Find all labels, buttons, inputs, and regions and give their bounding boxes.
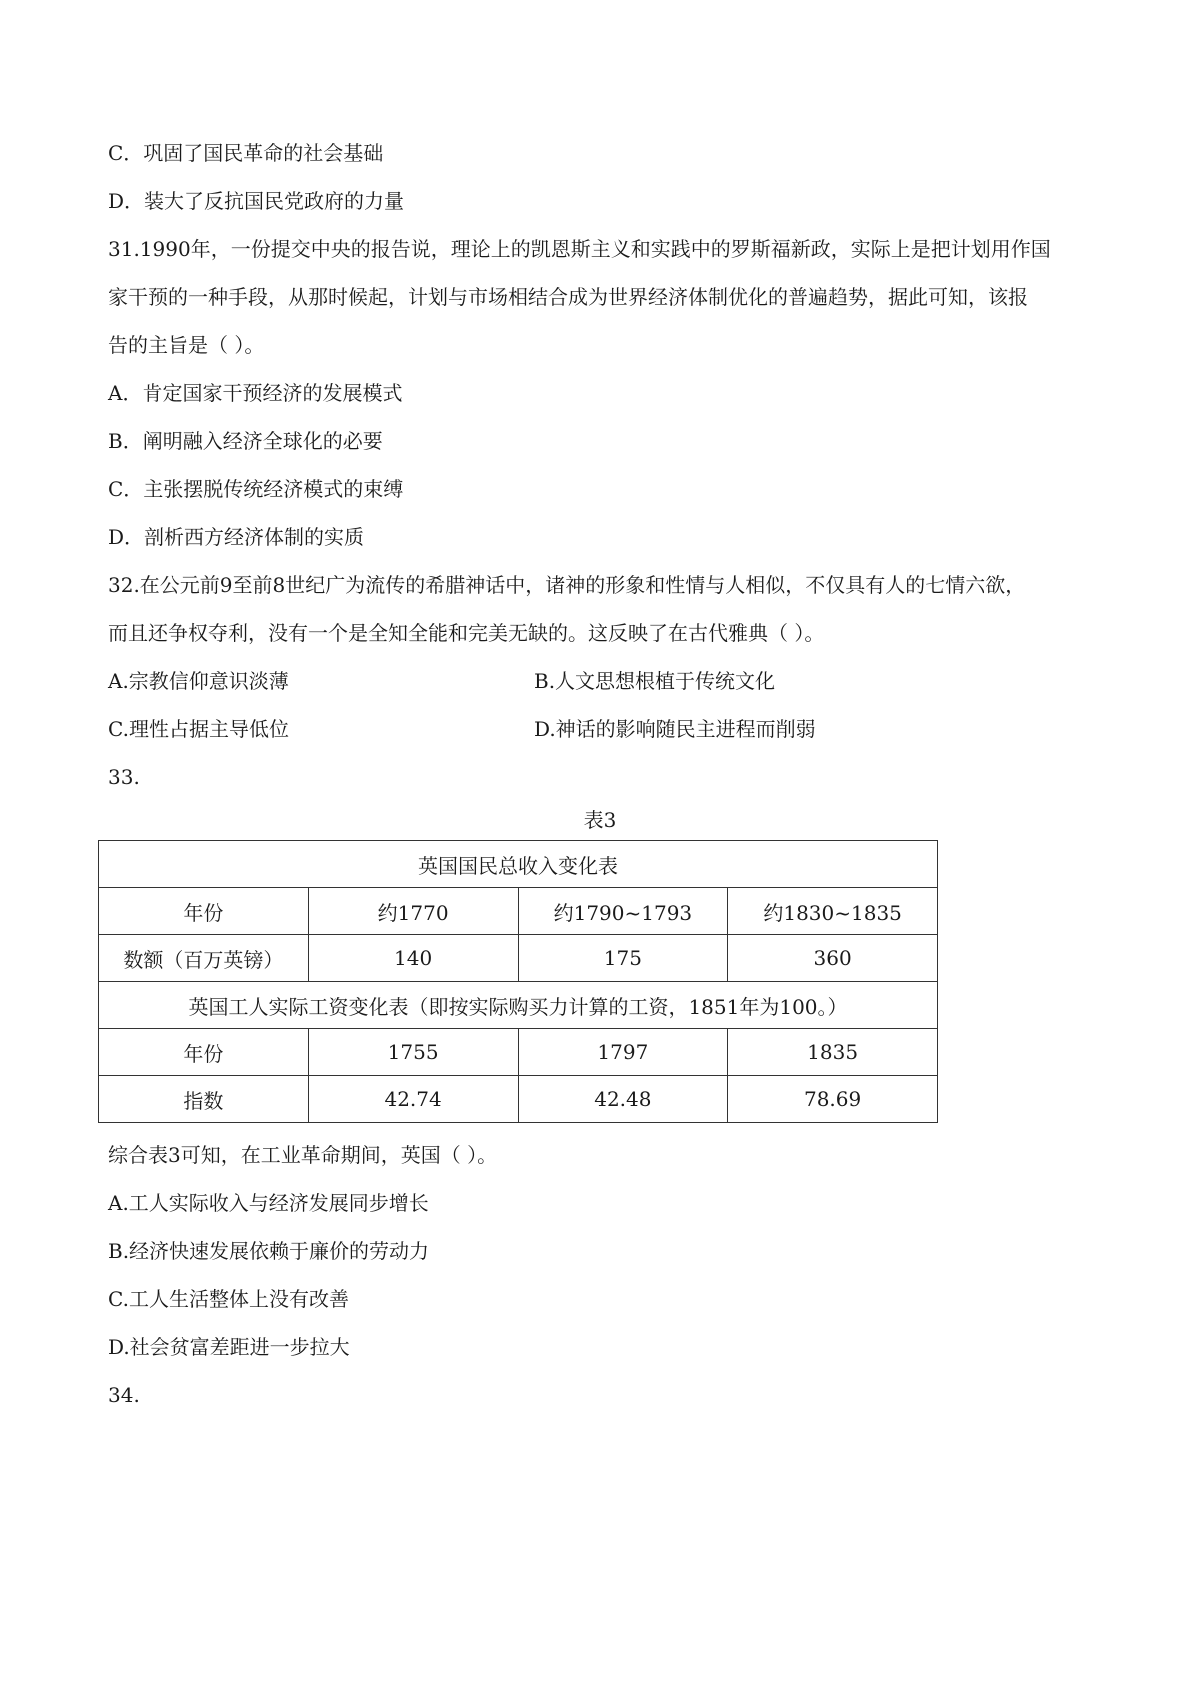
q34-number: 34. — [108, 1383, 140, 1407]
table-cell: 约1830~1835 — [728, 888, 938, 935]
q32-option-c: C.理性占据主导低位 — [108, 717, 289, 741]
table-row — [99, 888, 938, 935]
table-caption: 表3 — [583, 808, 617, 832]
q33-option-d: D.社会贫富差距进一步拉大 — [108, 1335, 350, 1359]
table-cell: 约1770 — [308, 888, 518, 935]
q30-option-c: C．巩固了国民革命的社会基础 — [108, 141, 384, 165]
q31-option-b: B．阐明融入经济全球化的必要 — [108, 429, 383, 453]
table-cell: 1797 — [518, 1029, 728, 1076]
table-row — [99, 935, 938, 982]
table-cell: 140 — [308, 935, 518, 982]
q33-number: 33. — [108, 765, 140, 789]
table-cell: 数额（百万英镑） — [99, 935, 309, 982]
q31-stem-line-3: 告的主旨是（ ）。 — [108, 333, 265, 357]
table-cell: 78.69 — [728, 1076, 938, 1123]
q31-stem-line-1: 31.1990年，一份提交中央的报告说，理论上的凯恩斯主义和实践中的罗斯福新政，实际上是把计划用作国 — [108, 237, 1051, 261]
table-cell: 年份 — [99, 1029, 309, 1076]
table-row — [99, 1029, 938, 1076]
table-cell: 1835 — [728, 1029, 938, 1076]
q33-option-c: C.工人生活整体上没有改善 — [108, 1287, 349, 1311]
q31-option-c: C．主张摆脱传统经济模式的束缚 — [108, 477, 404, 501]
table-cell: 1755 — [308, 1029, 518, 1076]
table-cell: 42.74 — [308, 1076, 518, 1123]
q31-stem-line-2: 家干预的一种手段，从那时候起，计划与市场相结合成为世界经济体制优化的普遍趋势，据此可知，该报 — [108, 285, 1028, 309]
q32-option-b: B.人文思想根植于传统文化 — [534, 669, 776, 693]
table-section2-title: 英国工人实际工资变化表（即按实际购买力计算的工资，1851年为100。） — [99, 982, 938, 1029]
table-cell: 年份 — [99, 888, 309, 935]
q32-option-a: A.宗教信仰意识淡薄 — [108, 669, 289, 693]
q33-option-b: B.经济快速发展依赖于廉价的劳动力 — [108, 1239, 430, 1263]
q33-stem: 综合表3可知，在工业革命期间，英国（ ）。 — [108, 1143, 498, 1167]
table-section1-title: 英国国民总收入变化表 — [99, 841, 938, 888]
data-table — [98, 840, 938, 1123]
q33-option-a: A.工人实际收入与经济发展同步增长 — [108, 1191, 429, 1215]
table-title-row — [99, 841, 938, 888]
q30-option-d: D．装大了反抗国民党政府的力量 — [108, 189, 405, 213]
q32-stem-line-2: 而且还争权夺利，没有一个是全知全能和完美无缺的。这反映了在古代雅典（ ）。 — [108, 621, 825, 645]
q32-stem-line-1: 32.在公元前9至前8世纪广为流传的希腊神话中，诸神的形象和性情与人相似，不仅具有人的七情六欲， — [108, 573, 1026, 597]
q32-option-d: D.神话的影响随民主进程而削弱 — [534, 717, 816, 741]
q31-option-d: D．剖析西方经济体制的实质 — [108, 525, 365, 549]
table-cell: 42.48 — [518, 1076, 728, 1123]
table-row — [99, 1076, 938, 1123]
table-cell: 175 — [518, 935, 728, 982]
table-cell: 约1790~1793 — [518, 888, 728, 935]
table-cell: 360 — [728, 935, 938, 982]
table-cell: 指数 — [99, 1076, 309, 1123]
q31-option-a: A．肯定国家干预经济的发展模式 — [108, 381, 403, 405]
table-title-row — [99, 982, 938, 1029]
